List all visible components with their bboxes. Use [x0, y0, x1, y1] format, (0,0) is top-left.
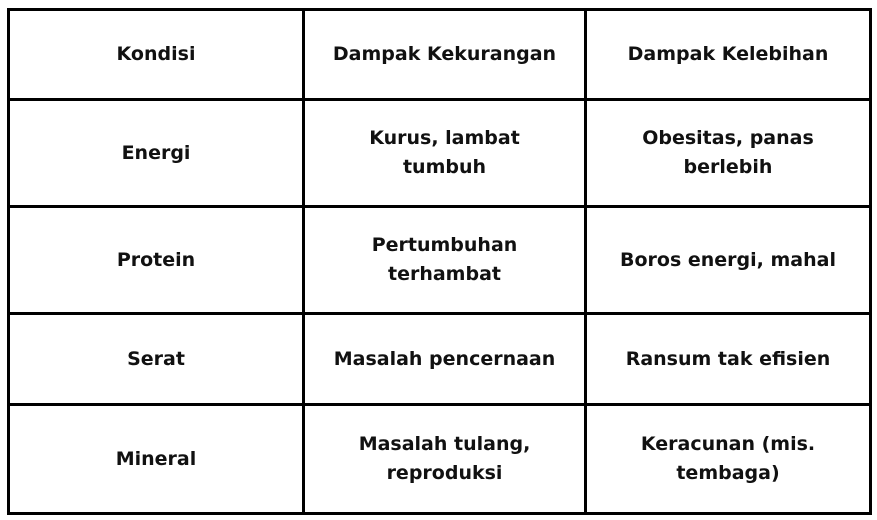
- table-header-row: [9, 10, 871, 100]
- excess-cell: Ransum tak efisien: [586, 314, 871, 405]
- table-row: [9, 405, 871, 514]
- deficiency-cell: Kurus, lambat tumbuh: [304, 100, 586, 207]
- deficiency-cell: Masalah tulang, reproduksi: [304, 405, 586, 514]
- row-label-cell: Serat: [9, 314, 304, 405]
- row-label-cell: Mineral: [9, 405, 304, 514]
- excess-cell: Boros energi, mahal: [586, 207, 871, 314]
- excess-cell: Obesitas, panas berlebih: [586, 100, 871, 207]
- nutrition-impact-table: [7, 8, 872, 515]
- deficiency-cell: Pertumbuhan terhambat: [304, 207, 586, 314]
- table-row: [9, 207, 871, 314]
- table-row: [9, 100, 871, 207]
- table-row: [9, 314, 871, 405]
- row-label-cell: Energi: [9, 100, 304, 207]
- header-cell-dampak-kelebihan: Dampak Kelebihan: [586, 10, 871, 100]
- excess-cell: Keracunan (mis. tembaga): [586, 405, 871, 514]
- row-label-cell: Protein: [9, 207, 304, 314]
- deficiency-cell: Masalah pencernaan: [304, 314, 586, 405]
- header-cell-dampak-kekurangan: Dampak Kekurangan: [304, 10, 586, 100]
- header-cell-kondisi: Kondisi: [9, 10, 304, 100]
